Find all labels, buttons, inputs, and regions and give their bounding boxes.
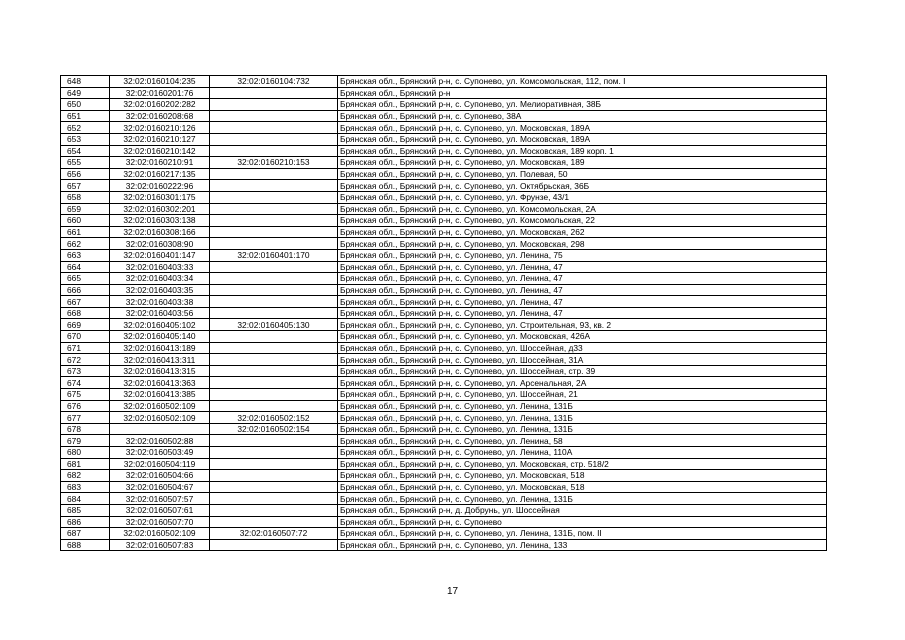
row-number: 682: [61, 470, 110, 482]
row-number: 677: [61, 412, 110, 424]
cadastral-number: 32:02:0160210:91: [110, 157, 210, 169]
cadastral-number: 32:02:0160403:38: [110, 296, 210, 308]
table-row: [61, 481, 827, 493]
table-row: [61, 249, 827, 261]
row-number: 676: [61, 400, 110, 412]
parent-cadastral-number: [210, 377, 338, 389]
cadastral-number: 32:02:0160403:35: [110, 284, 210, 296]
row-number: 659: [61, 203, 110, 215]
table-row: [61, 377, 827, 389]
cadastral-number: 32:02:0160504:66: [110, 470, 210, 482]
table-body: [61, 76, 827, 551]
address: Брянская обл., Брянский р-н, с. Супонево, ул. Комсомольская, 22: [338, 215, 827, 227]
cadastral-table: [60, 75, 827, 551]
address: Брянская обл., Брянский р-н, с. Супонево, ул. Ленина, 47: [338, 273, 827, 285]
address: Брянская обл., Брянский р-н, с. Супонево, ул. Московская, стр. 518/2: [338, 458, 827, 470]
cadastral-number: 32:02:0160308:166: [110, 226, 210, 238]
table-row: [61, 157, 827, 169]
parent-cadastral-number: [210, 168, 338, 180]
address: Брянская обл., Брянский р-н, с. Супонево, ул. Ленина, 58: [338, 435, 827, 447]
address: Брянская обл., Брянский р-н, с. Супонево, ул. Ленина, 131Б: [338, 412, 827, 424]
row-number: 683: [61, 481, 110, 493]
address: Брянская обл., Брянский р-н, с. Супонево, 38А: [338, 110, 827, 122]
row-number: 681: [61, 458, 110, 470]
cadastral-number: 32:02:0160217:135: [110, 168, 210, 180]
table-row: [61, 435, 827, 447]
cadastral-number: 32:02:0160507:61: [110, 504, 210, 516]
cadastral-number: 32:02:0160507:70: [110, 516, 210, 528]
row-number: 669: [61, 319, 110, 331]
parent-cadastral-number: [210, 447, 338, 459]
address: Брянская обл., Брянский р-н, с. Супонево, ул. Ленина, 131Б: [338, 493, 827, 505]
cadastral-number: 32:02:0160210:127: [110, 133, 210, 145]
table-row: [61, 238, 827, 250]
parent-cadastral-number: [210, 273, 338, 285]
table-row: [61, 191, 827, 203]
address: Брянская обл., Брянский р-н, с. Супонево, ул. Комсомольская, 112, пом. I: [338, 76, 827, 88]
cadastral-number: 32:02:0160413:189: [110, 342, 210, 354]
row-number: 679: [61, 435, 110, 447]
row-number: 661: [61, 226, 110, 238]
row-number: 671: [61, 342, 110, 354]
table-row: [61, 470, 827, 482]
cadastral-number: 32:02:0160208:68: [110, 110, 210, 122]
address: Брянская обл., Брянский р-н, с. Супонево, ул. Ленина, 110А: [338, 447, 827, 459]
cadastral-number: 32:02:0160413:311: [110, 354, 210, 366]
table-row: [61, 539, 827, 551]
parent-cadastral-number: [210, 458, 338, 470]
address: Брянская обл., Брянский р-н, с. Супонево, ул. Шоссейная, 21: [338, 389, 827, 401]
table-row: [61, 122, 827, 134]
cadastral-number: 32:02:0160210:126: [110, 122, 210, 134]
address: Брянская обл., Брянский р-н, с. Супонево, ул. Московская, 189А: [338, 133, 827, 145]
table-row: [61, 447, 827, 459]
address: Брянская обл., Брянский р-н, с. Супонево, ул. Московская, 426А: [338, 331, 827, 343]
parent-cadastral-number: [210, 400, 338, 412]
cadastral-number: 32:02:0160507:83: [110, 539, 210, 551]
cadastral-number: 32:02:0160210:142: [110, 145, 210, 157]
row-number: 660: [61, 215, 110, 227]
cadastral-number: 32:02:0160403:56: [110, 307, 210, 319]
address: Брянская обл., Брянский р-н, с. Супонево, ул. Московская, 298: [338, 238, 827, 250]
address: Брянская обл., Брянский р-н, с. Супонево, ул. Московская, 518: [338, 481, 827, 493]
parent-cadastral-number: [210, 122, 338, 134]
parent-cadastral-number: 32:02:0160104:732: [210, 76, 338, 88]
row-number: 667: [61, 296, 110, 308]
address: Брянская обл., Брянский р-н, с. Супонево, ул. Комсомольская, 2А: [338, 203, 827, 215]
cadastral-number: 32:02:0160104:235: [110, 76, 210, 88]
address: Брянская обл., Брянский р-н, с. Супонево, ул. Ленина, 47: [338, 296, 827, 308]
parent-cadastral-number: [210, 284, 338, 296]
row-number: 680: [61, 447, 110, 459]
address: Брянская обл., Брянский р-н, с. Супонево, ул. Ленина, 131Б: [338, 423, 827, 435]
parent-cadastral-number: [210, 99, 338, 111]
row-number: 655: [61, 157, 110, 169]
row-number: 653: [61, 133, 110, 145]
row-number: 649: [61, 87, 110, 99]
row-number: 663: [61, 249, 110, 261]
cadastral-number: 32:02:0160405:102: [110, 319, 210, 331]
cadastral-number: 32:02:0160502:109: [110, 400, 210, 412]
table-row: [61, 423, 827, 435]
table-row: [61, 99, 827, 111]
row-number: 652: [61, 122, 110, 134]
table-row: [61, 133, 827, 145]
parent-cadastral-number: [210, 180, 338, 192]
address: Брянская обл., Брянский р-н, с. Супонево, ул. Московская, 518: [338, 470, 827, 482]
cadastral-number: 32:02:0160201:76: [110, 87, 210, 99]
table-row: [61, 319, 827, 331]
parent-cadastral-number: [210, 87, 338, 99]
table-row: [61, 528, 827, 540]
table-row: [61, 87, 827, 99]
row-number: 648: [61, 76, 110, 88]
cadastral-number: 32:02:0160303:138: [110, 215, 210, 227]
table-row: [61, 412, 827, 424]
table-row: [61, 354, 827, 366]
parent-cadastral-number: [210, 191, 338, 203]
address: Брянская обл., Брянский р-н, с. Супонево, ул. Шоссейная, стр. 39: [338, 365, 827, 377]
table-row: [61, 215, 827, 227]
address: Брянская обл., Брянский р-н, с. Супонево: [338, 516, 827, 528]
cadastral-number: 32:02:0160308:90: [110, 238, 210, 250]
parent-cadastral-number: [210, 539, 338, 551]
table-row: [61, 331, 827, 343]
address: Брянская обл., Брянский р-н, с. Супонево, ул. Фрунзе, 43/1: [338, 191, 827, 203]
parent-cadastral-number: 32:02:0160405:130: [210, 319, 338, 331]
parent-cadastral-number: [210, 203, 338, 215]
cadastral-number: 32:02:0160302:201: [110, 203, 210, 215]
table-row: [61, 296, 827, 308]
row-number: 654: [61, 145, 110, 157]
table-row: [61, 76, 827, 88]
address: Брянская обл., Брянский р-н, с. Супонево, ул. Ленина, 131Б, пом. II: [338, 528, 827, 540]
address: Брянская обл., Брянский р-н, с. Супонево, ул. Полевая, 50: [338, 168, 827, 180]
table-row: [61, 516, 827, 528]
parent-cadastral-number: [210, 110, 338, 122]
parent-cadastral-number: [210, 493, 338, 505]
row-number: 672: [61, 354, 110, 366]
row-number: 688: [61, 539, 110, 551]
address: Брянская обл., Брянский р-н, с. Супонево, ул. Арсенальная, 2А: [338, 377, 827, 389]
row-number: 662: [61, 238, 110, 250]
address: Брянская обл., Брянский р-н, с. Супонево, ул. Московская, 189 корп. 1: [338, 145, 827, 157]
cadastral-number: 32:02:0160413:363: [110, 377, 210, 389]
table-row: [61, 203, 827, 215]
row-number: 657: [61, 180, 110, 192]
parent-cadastral-number: [210, 307, 338, 319]
parent-cadastral-number: [210, 261, 338, 273]
address: Брянская обл., Брянский р-н, с. Супонево, ул. Ленина, 47: [338, 307, 827, 319]
table-row: [61, 365, 827, 377]
table-row: [61, 389, 827, 401]
table-row: [61, 400, 827, 412]
parent-cadastral-number: [210, 226, 338, 238]
address: Брянская обл., Брянский р-н, с. Супонево, ул. Ленина, 133: [338, 539, 827, 551]
parent-cadastral-number: 32:02:0160502:152: [210, 412, 338, 424]
parent-cadastral-number: [210, 296, 338, 308]
row-number: 668: [61, 307, 110, 319]
cadastral-number: 32:02:0160502:88: [110, 435, 210, 447]
cadastral-number: 32:02:0160301:175: [110, 191, 210, 203]
row-number: 684: [61, 493, 110, 505]
cadastral-number: 32:02:0160413:385: [110, 389, 210, 401]
row-number: 675: [61, 389, 110, 401]
parent-cadastral-number: [210, 354, 338, 366]
address: Брянская обл., Брянский р-н, с. Супонево, ул. Ленина, 75: [338, 249, 827, 261]
address: Брянская обл., Брянский р-н, с. Супонево, ул. Ленина, 47: [338, 284, 827, 296]
table-row: [61, 110, 827, 122]
cadastral-number: 32:02:0160502:109: [110, 528, 210, 540]
row-number: 664: [61, 261, 110, 273]
parent-cadastral-number: [210, 331, 338, 343]
address: Брянская обл., Брянский р-н, с. Супонево, ул. Строительная, 93, кв. 2: [338, 319, 827, 331]
parent-cadastral-number: 32:02:0160507:72: [210, 528, 338, 540]
parent-cadastral-number: 32:02:0160502:154: [210, 423, 338, 435]
address: Брянская обл., Брянский р-н, с. Супонево, ул. Ленина, 131Б: [338, 400, 827, 412]
address: Брянская обл., Брянский р-н, с. Супонево, ул. Московская, 262: [338, 226, 827, 238]
cadastral-number: [110, 423, 210, 435]
row-number: 673: [61, 365, 110, 377]
cadastral-number: 32:02:0160413:315: [110, 365, 210, 377]
table-row: [61, 273, 827, 285]
address: Брянская обл., Брянский р-н, с. Супонево, ул. Мелиоративная, 38Б: [338, 99, 827, 111]
parent-cadastral-number: [210, 516, 338, 528]
parent-cadastral-number: [210, 133, 338, 145]
parent-cadastral-number: 32:02:0160210:153: [210, 157, 338, 169]
table-row: [61, 145, 827, 157]
row-number: 665: [61, 273, 110, 285]
parent-cadastral-number: 32:02:0160401:170: [210, 249, 338, 261]
table-row: [61, 180, 827, 192]
parent-cadastral-number: [210, 435, 338, 447]
cadastral-number: 32:02:0160502:109: [110, 412, 210, 424]
row-number: 656: [61, 168, 110, 180]
cadastral-number: 32:02:0160401:147: [110, 249, 210, 261]
cadastral-number: 32:02:0160403:33: [110, 261, 210, 273]
cadastral-number: 32:02:0160504:119: [110, 458, 210, 470]
table-row: [61, 261, 827, 273]
parent-cadastral-number: [210, 504, 338, 516]
address: Брянская обл., Брянский р-н, с. Супонево, ул. Октябрьская, 36Б: [338, 180, 827, 192]
row-number: 686: [61, 516, 110, 528]
cadastral-number: 32:02:0160403:34: [110, 273, 210, 285]
address: Брянская обл., Брянский р-н, с. Супонево, ул. Шоссейная, д33: [338, 342, 827, 354]
parent-cadastral-number: [210, 365, 338, 377]
parent-cadastral-number: [210, 145, 338, 157]
table-row: [61, 342, 827, 354]
cadastral-number: 32:02:0160202:282: [110, 99, 210, 111]
cadastral-number: 32:02:0160503:49: [110, 447, 210, 459]
parent-cadastral-number: [210, 215, 338, 227]
parent-cadastral-number: [210, 481, 338, 493]
address: Брянская обл., Брянский р-н, с. Супонево, ул. Ленина, 47: [338, 261, 827, 273]
address: Брянская обл., Брянский р-н, д. Добрунь, ул. Шоссейная: [338, 504, 827, 516]
row-number: 658: [61, 191, 110, 203]
table-row: [61, 226, 827, 238]
cadastral-number: 32:02:0160222:96: [110, 180, 210, 192]
table-row: [61, 493, 827, 505]
parent-cadastral-number: [210, 389, 338, 401]
row-number: 651: [61, 110, 110, 122]
parent-cadastral-number: [210, 238, 338, 250]
page-number: 17: [446, 586, 459, 597]
row-number: 670: [61, 331, 110, 343]
cadastral-number: 32:02:0160405:140: [110, 331, 210, 343]
row-number: 650: [61, 99, 110, 111]
table-row: [61, 284, 827, 296]
cadastral-number: 32:02:0160504:67: [110, 481, 210, 493]
row-number: 674: [61, 377, 110, 389]
row-number: 666: [61, 284, 110, 296]
address: Брянская обл., Брянский р-н, с. Супонево, ул. Шоссейная, 31А: [338, 354, 827, 366]
row-number: 687: [61, 528, 110, 540]
table-row: [61, 168, 827, 180]
cadastral-number: 32:02:0160507:57: [110, 493, 210, 505]
table-row: [61, 307, 827, 319]
row-number: 678: [61, 423, 110, 435]
address: Брянская обл., Брянский р-н, с. Супонево, ул. Московская, 189: [338, 157, 827, 169]
parent-cadastral-number: [210, 470, 338, 482]
table-row: [61, 458, 827, 470]
parent-cadastral-number: [210, 342, 338, 354]
address: Брянская обл., Брянский р-н, с. Супонево, ул. Московская, 189А: [338, 122, 827, 134]
table-row: [61, 504, 827, 516]
row-number: 685: [61, 504, 110, 516]
address: Брянская обл., Брянский р-н: [338, 87, 827, 99]
